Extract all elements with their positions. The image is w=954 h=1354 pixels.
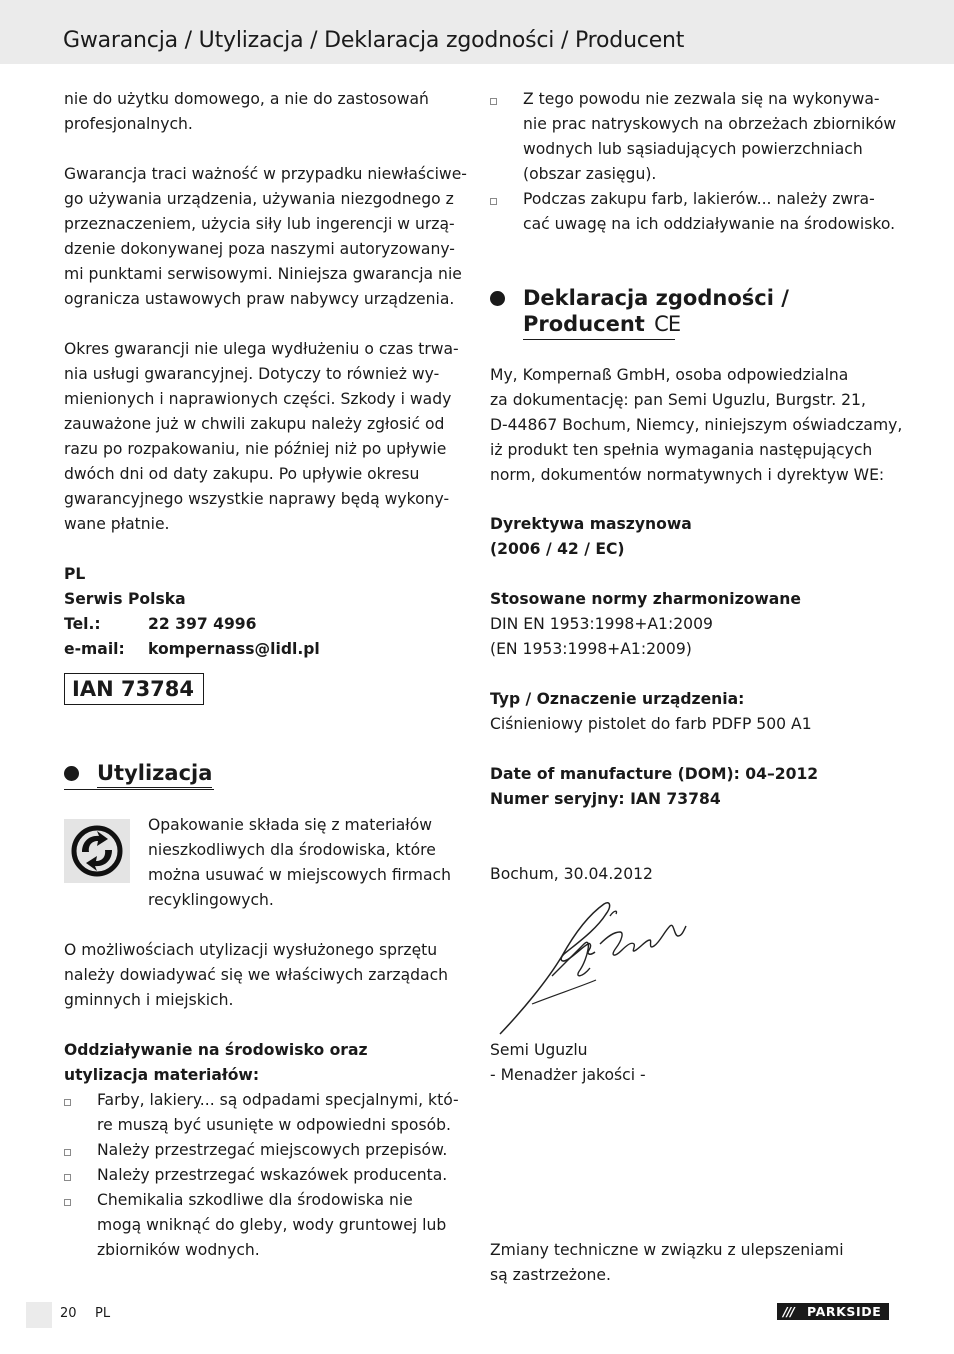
disposal-text: O możliwościach utylizacji wysłużonego sprzętu należy dowiadywać się we właściwych zarządach gminnych i miejskich.: [64, 941, 449, 1009]
norms-heading: Stosowane normy zharmonizowane: [490, 590, 801, 608]
checkbox-square-icon: [64, 1149, 71, 1156]
parkside-logo: /// PARKSIDE: [777, 1303, 889, 1320]
ce-mark-icon: CE: [654, 312, 681, 336]
checkbox-square-icon: [64, 1199, 71, 1206]
service-country: PL: [64, 565, 86, 583]
signature-image: [492, 896, 692, 1036]
norms-block: Stosowane normy zharmonizowane DIN EN 1953:1998+A1:2009 (EN 1953:1998+A1:2009): [490, 590, 801, 658]
page-number: 20: [60, 1306, 77, 1321]
page-number-marker: [26, 1302, 52, 1328]
changes-notice: Zmiany techniczne w związku z ulepszeniami są zastrzeżone.: [490, 1241, 844, 1284]
checkbox-square-icon: [490, 198, 497, 205]
section-bullet-icon: [490, 291, 505, 306]
signer-role: - Menadżer jakości -: [490, 1066, 646, 1084]
service-phone: 22 397 4996: [148, 615, 257, 633]
place-date: Bochum, 30.04.2012: [490, 865, 653, 883]
declaration-heading: Deklaracja zgodności / Producent CE: [523, 286, 789, 336]
date-of-manufacture: Date of manufacture (DOM): 04–2012: [490, 765, 819, 783]
service-block: PL Serwis Polska Tel.: 22 397 4996 e-mail: kompernass@lidl.pl: [64, 565, 320, 658]
signer-block: [490, 1038, 646, 1088]
section-bullet-icon: [64, 766, 79, 781]
checkbox-square-icon: [64, 1174, 71, 1181]
warranty-paragraph-3: Okres gwarancji nie ulega wydłużeniu o czas trwa- nia usługi gwarancyjnej. Dotyczy to również wy- mienionych i naprawionych części. Szkody i wady zauważone już w chwili zakupu należy zgłosić od razu po rozpakowaniu, nie później niż po upływie dwóch dni od daty zakupu. Po upływie okresu gwarancyjnego wszystkie naprawy będą wykony- wane płatnie.: [64, 340, 459, 533]
checkbox-square-icon: [490, 98, 497, 105]
green-dot-recycle-icon: [64, 819, 130, 883]
utylizacja-heading: Utylizacja: [97, 760, 212, 786]
service-email: kompernass@lidl.pl: [148, 640, 320, 658]
type-value: Ciśnieniowy pistolet do farb PDFP 500 A1: [490, 715, 812, 733]
page-title: Gwarancja / Utylizacja / Deklaracja zgodności / Producent: [63, 28, 685, 53]
manufacture-info: [490, 762, 818, 812]
environment-heading: Oddziaływanie na środowisko oraz utylizacja materiałów:: [64, 1041, 368, 1084]
language-code: PL: [95, 1306, 111, 1321]
signer-name: Semi Uguzlu: [490, 1041, 588, 1059]
ian-number-box: IAN 73784: [64, 673, 204, 705]
heading-underline: [64, 789, 214, 790]
packaging-text: Opakowanie składa się z materiałów nieszkodliwych dla środowiska, które można usuwać w miejscowych firmach recyklingowych.: [148, 816, 451, 909]
declaration-text: My, Kompernaß GmbH, osoba odpowiedzialna za dokumentację: pan Semi Uguzlu, Burgstr. 21, D-44867 Bochum, Niemcy, niniejszym oświadczamy, iż produkt ten spełnia wymagania następujących norm, dokumentów normatywnych i dyrektyw WE:: [490, 366, 903, 484]
warranty-paragraph-2: Gwarancja traci ważność w przypadku niewłaściwe- go używania urządzenia, używania niezgodnego z przeznaczeniem, użycia siły lub ingerencji w urzą- dzenie dokonywanej poza naszymi autoryzowany- mi punktami serwisowymi. Niniejsza gwarancja nie ogranicza ustawowych praw nabywcy urządzenia.: [64, 165, 467, 308]
page-header: [0, 0, 954, 64]
type-block: [490, 687, 812, 737]
service-name: Serwis Polska: [64, 590, 186, 608]
checkbox-square-icon: [64, 1099, 71, 1106]
type-heading: Typ / Oznaczenie urządzenia:: [490, 690, 745, 708]
directive-heading: Dyrektywa maszynowa (2006 / 42 / EC): [490, 515, 692, 558]
heading-underline: [523, 339, 675, 340]
serial-number: Numer seryjny: IAN 73784: [490, 790, 721, 808]
warranty-paragraph-1: nie do użytku domowego, a nie do zastosowań profesjonalnych.: [64, 90, 429, 133]
